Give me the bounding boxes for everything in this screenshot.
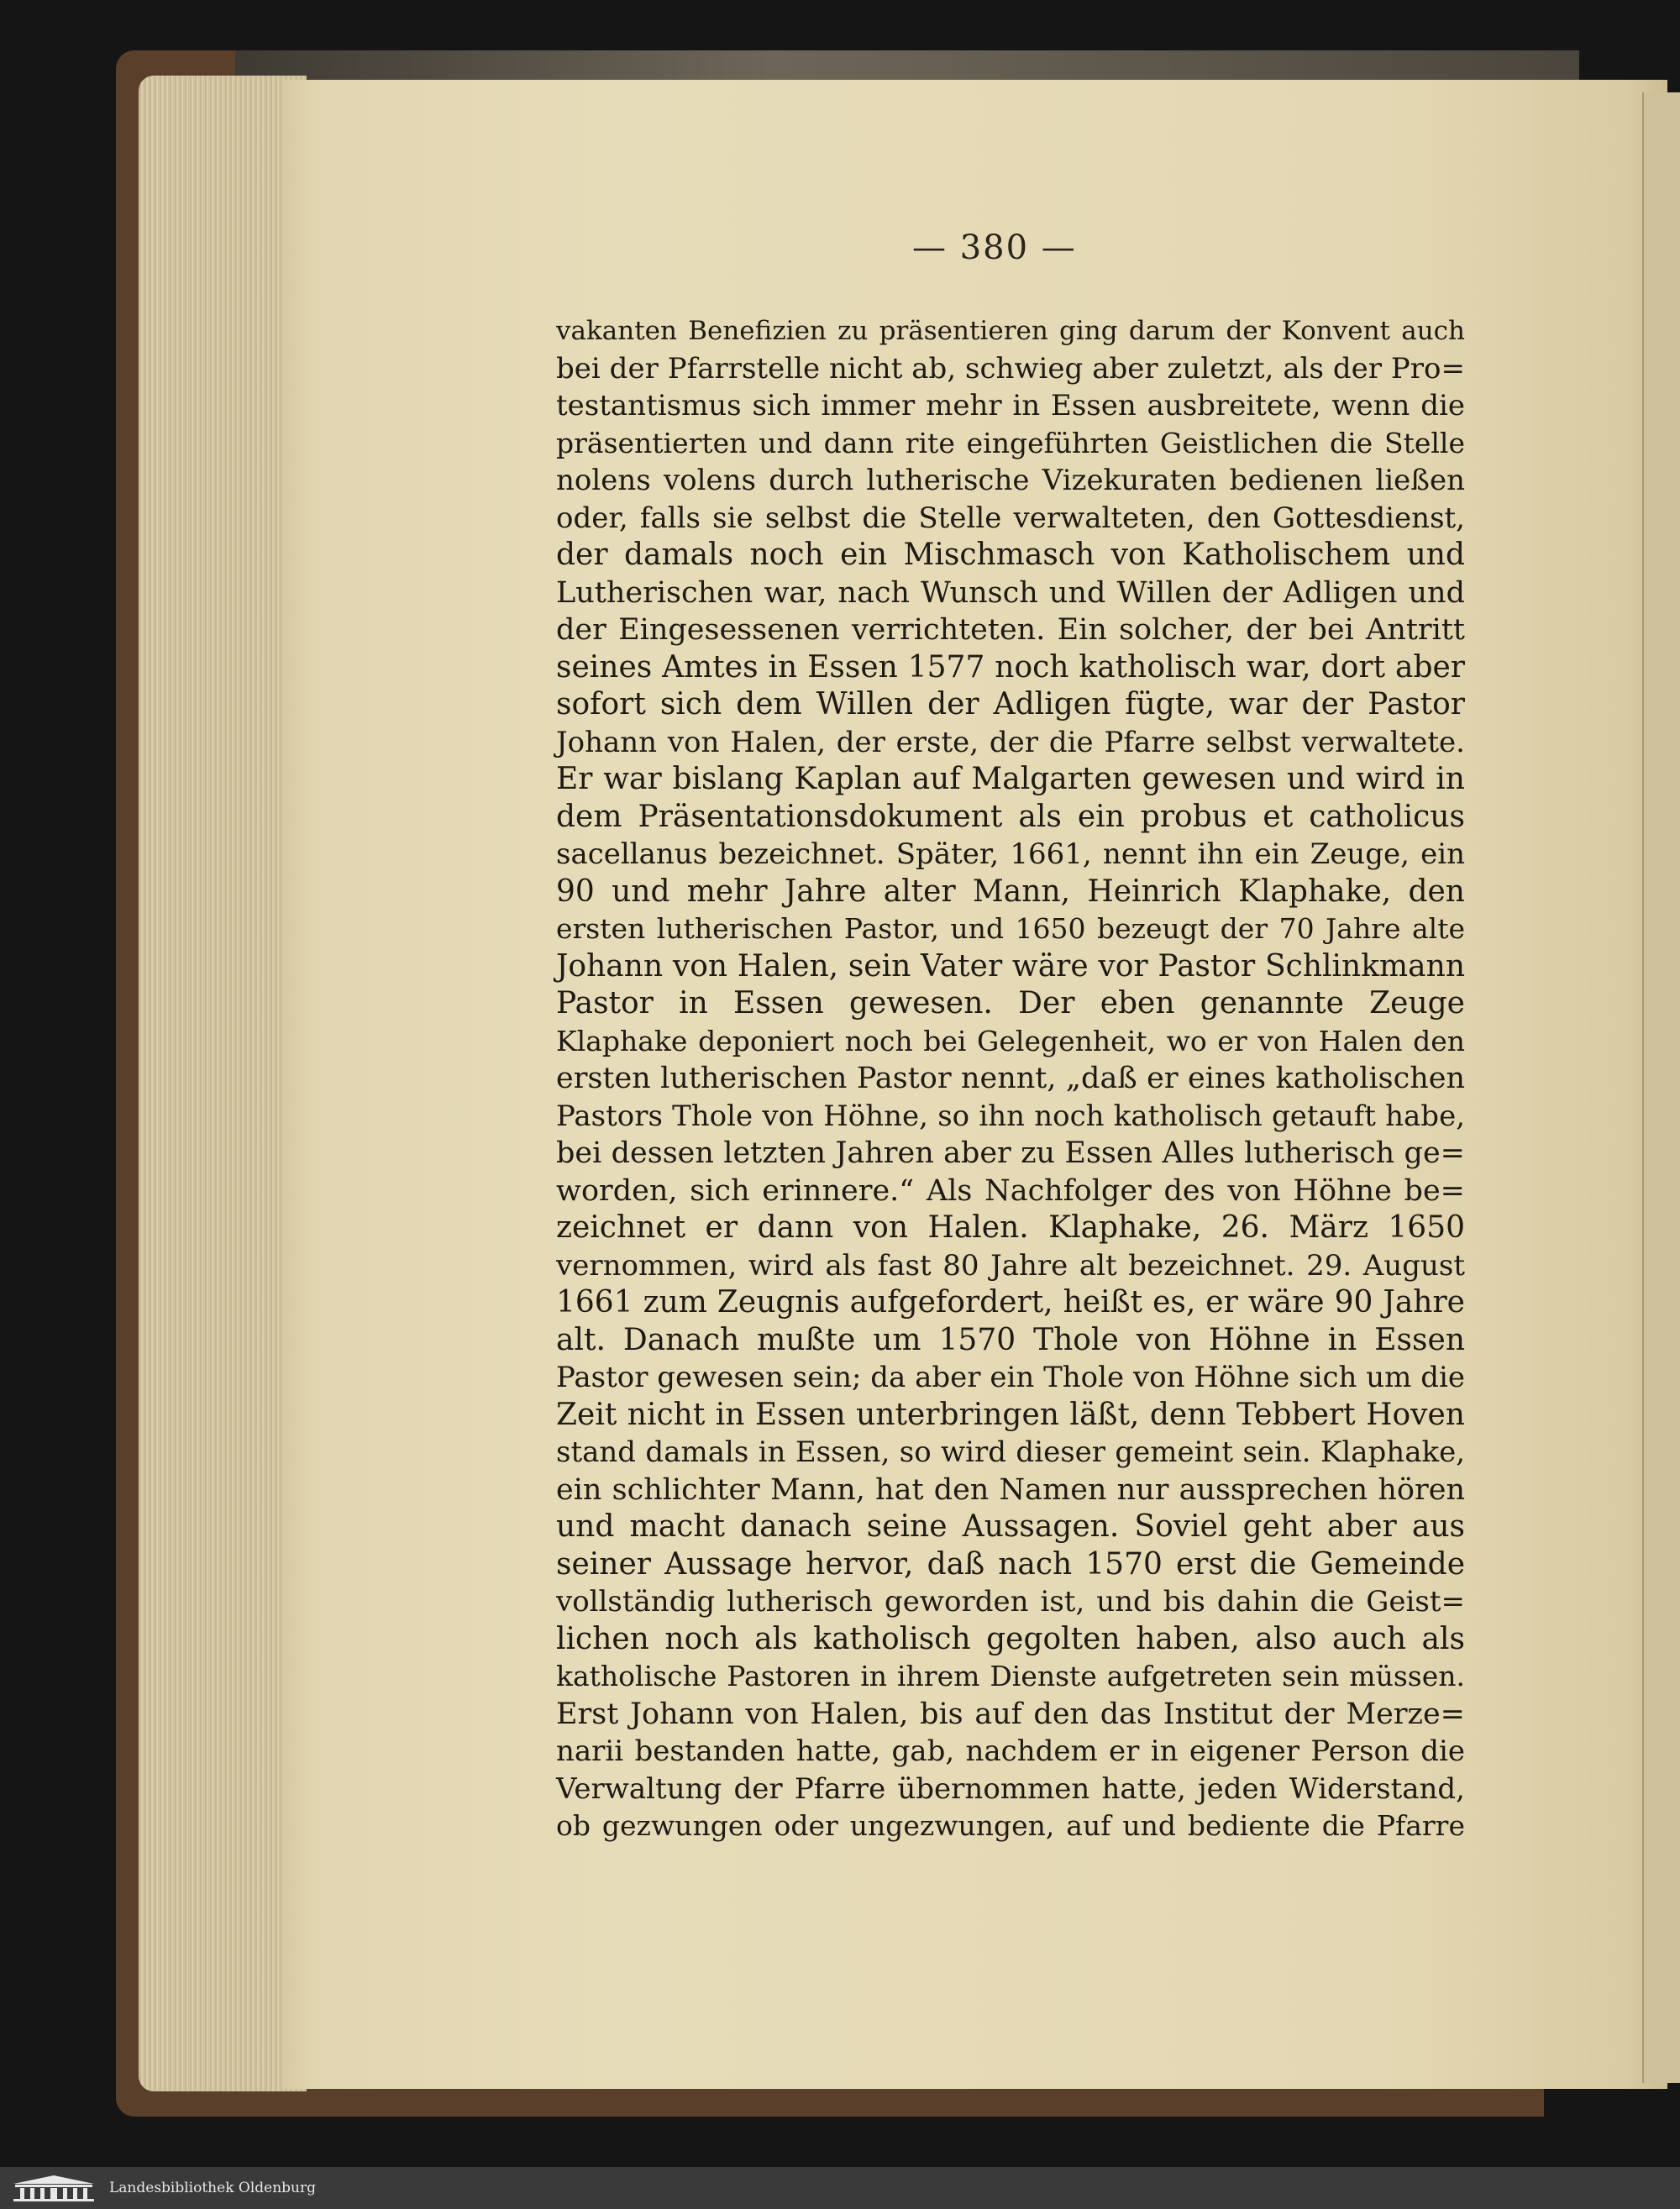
text-line: Johann von Halen, sein Vater wäre vor Pastor Schlinkmann (556, 948, 1465, 984)
text-line: ein schlichter Mann, hat den Namen nur aussprechen hören (556, 1472, 1465, 1507)
text-line: oder, falls sie selbst die Stelle verwalteten, den Gottesdienst, (556, 501, 1465, 535)
text-line: lichen noch als katholisch gegolten haben, also auch als (556, 1621, 1465, 1656)
text-line: sacellanus bezeichnet. Später, 1661, nennt ihn ein Zeuge, ein (556, 837, 1465, 871)
text-line: vakanten Benefizien zu präsentieren ging darum der Konvent auch (556, 316, 1465, 346)
text-line: nolens volens durch lutherische Vizekuraten bedienen ließen (556, 464, 1465, 497)
text-line: narii bestanden hatte, gab, nachdem er in eigener Person die (556, 1734, 1465, 1768)
text-line: Er war bislang Kaplan auf Malgarten gewesen und wird in (556, 762, 1465, 796)
text-line: seines Amtes in Essen 1577 noch katholisch war, dort aber (556, 649, 1465, 685)
text-line: Verwaltung der Pfarre übernommen hatte, jeden Widerstand, (556, 1771, 1465, 1806)
text-line: präsentierten und dann rite eingeführten Geistlichen die Stelle (556, 426, 1465, 459)
text-line: Pastor in Essen gewesen. Der eben genannte Zeuge (556, 986, 1465, 1021)
text-line: worden, sich erinnere.“ Als Nachfolger des von Höhne be= (556, 1173, 1465, 1208)
text-line: seiner Aussage hervor, daß nach 1570 erst die Gemeinde (556, 1546, 1465, 1582)
text-line: sofort sich dem Willen der Adligen fügte, war der Pastor (556, 687, 1465, 721)
text-line: alt. Danach mußte um 1570 Thole von Höhne in Essen (556, 1322, 1465, 1357)
text-line: dem Präsentationsdokument als ein probus et catholicus (556, 799, 1465, 834)
text-line: Erst Johann von Halen, bis auf den das Institut der Merze= (556, 1697, 1465, 1731)
text-line: vollständig lutherisch geworden ist, und bis dahin die Geist= (556, 1585, 1465, 1619)
text-line: 90 und mehr Jahre alter Mann, Heinrich Klaphake, den (556, 874, 1465, 909)
facing-page-edge (1642, 92, 1680, 2083)
page-number: — 380 — (912, 228, 1077, 267)
text-line: und macht danach seine Aussagen. Soviel geht aber aus (556, 1509, 1465, 1544)
text-line: testantismus sich immer mehr in Essen ausbreitete, wenn die (556, 389, 1465, 422)
body-text (556, 312, 1465, 1845)
text-line: katholische Pastoren in ihrem Dienste aufgetreten sein müssen. (556, 1660, 1465, 1692)
text-line: Lutherischen war, nach Wunsch und Willen der Adligen und (556, 575, 1465, 610)
text-line: der damals noch ein Mischmasch von Katholischem und (556, 538, 1465, 572)
text-line: Johann von Halen, der erste, der die Pfarre selbst verwaltete. (556, 725, 1465, 759)
book-spine-top (235, 50, 1579, 84)
text-line: stand damals in Essen, so wird dieser gemeint sein. Klaphake, (556, 1435, 1465, 1469)
footer-bar (0, 2167, 1680, 2209)
text-line: Pastors Thole von Höhne, so ihn noch katholisch getauft habe, (556, 1099, 1465, 1133)
text-line: ob gezwungen oder ungezwungen, auf und bediente die Pfarre (556, 1809, 1465, 1842)
text-line: Pastor gewesen sein; da aber ein Thole von Höhne sich um die (556, 1361, 1465, 1394)
library-name: Landesbibliothek Oldenburg (109, 2180, 317, 2196)
text-line: zeichnet er dann von Halen. Klaphake, 26. März 1650 (556, 1210, 1465, 1245)
text-line: Klaphake deponiert noch bei Gelegenheit, wo er von Halen den (556, 1024, 1465, 1057)
text-line: ersten lutherischen Pastor, und 1650 bezeugt der 70 Jahre alte (556, 912, 1465, 945)
text-line: ersten lutherischen Pastor nennt, „daß er eines katholischen (556, 1062, 1465, 1095)
text-line: vernommen, wird als fast 80 Jahre alt bezeichnet. 29. August (556, 1248, 1465, 1283)
text-line: Zeit nicht in Essen unterbringen läßt, denn Tebbert Hoven (556, 1397, 1465, 1432)
text-line: 1661 zum Zeugnis aufgefordert, heißt es, er wäre 90 Jahre (556, 1285, 1465, 1320)
library-building-logo-icon (10, 2174, 97, 2202)
text-line: bei dessen letzten Jahren aber zu Essen Alles lutherisch ge= (556, 1136, 1465, 1170)
text-line: bei der Pfarrstelle nicht ab, schwieg aber zuletzt, als der Pro= (556, 351, 1465, 386)
text-line: der Eingesessenen verrichteten. Ein solcher, der bei Antritt (556, 613, 1465, 647)
